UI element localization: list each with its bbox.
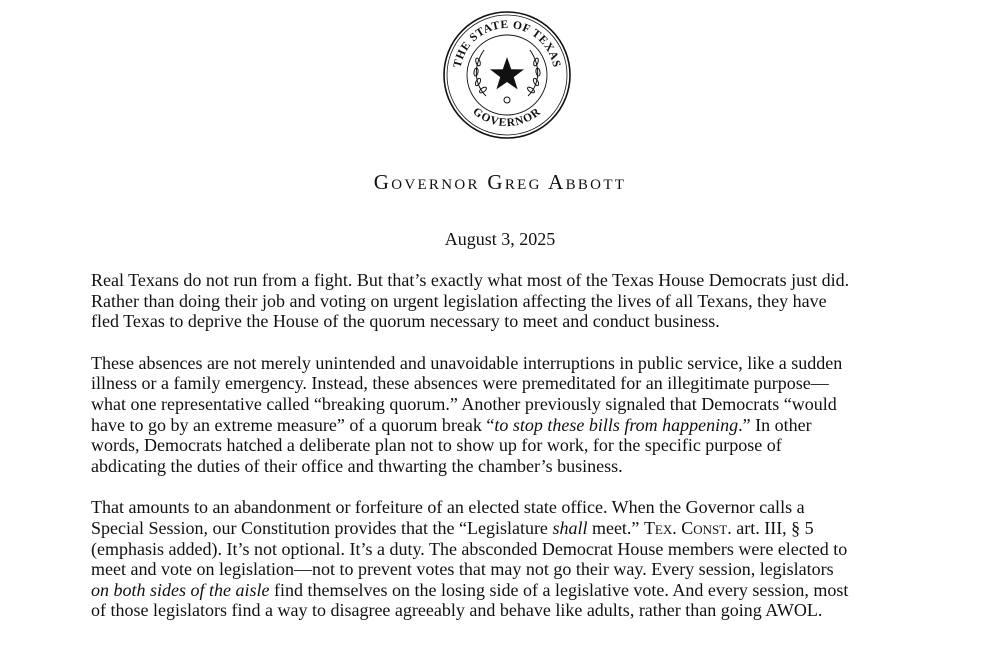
body-line (91, 291, 921, 312)
body-line (91, 415, 921, 436)
seal-ring-text-top: THE STATE OF TEXAS (451, 18, 563, 69)
body-paragraph (91, 353, 921, 477)
body-text-segment: words, Democrats hatched a deliberate plan not to show up for work, for the specific purpose of (91, 435, 782, 456)
body-line (91, 353, 921, 374)
body-line (91, 539, 921, 560)
body-line (91, 373, 921, 394)
emphasis-text: on both sides of the aisle (91, 579, 270, 600)
body-paragraph (91, 497, 921, 621)
body-text-segment: These absences are not merely unintended and unavoidable interruptions in public service, like a sudden (91, 352, 843, 373)
body-line (91, 518, 921, 539)
seal-star-icon (490, 57, 524, 89)
body-text-segment: have to go by an extreme measure” of a quorum break “ (91, 414, 495, 435)
body-text-segment: Rather than doing their job and voting on urgent legislation affecting the lives of all Texans, they have (91, 290, 827, 311)
body-text-segment: Real Texans do not run from a fight. But that’s exactly what most of the Texas House Democrats just did. (91, 270, 850, 290)
body-text-segment: meet and vote on legislation—not to prevent votes that may not go their way. Every session, legislators (91, 559, 834, 580)
letter-body (91, 270, 921, 642)
body-paragraph (91, 270, 921, 332)
body-text-segment: .” In other (738, 414, 812, 435)
citation-text: Tex. Const. (643, 517, 732, 538)
body-line (91, 270, 921, 291)
body-line (91, 456, 921, 477)
letterhead-title: Governor Greg Abbott (373, 170, 627, 194)
body-line (91, 559, 921, 580)
body-text-segment: fled Texas to deprive the House of the quorum necessary to meet and conduct business. (91, 311, 720, 332)
body-text-segment: Special Session, our Constitution provides that the “Legislature (91, 517, 553, 538)
body-line (91, 497, 921, 518)
emphasis-text: to stop these bills from happening (494, 414, 739, 435)
letter-date: August 3, 2025 (444, 229, 556, 249)
body-line (91, 600, 921, 621)
body-text-segment: art. III, § 5 (731, 517, 814, 538)
body-text-segment: of those legislators find a way to disagree agreeably and behave like adults, rather than going AWOL. (91, 600, 823, 621)
body-line (91, 580, 921, 601)
body-text-segment: That amounts to an abandonment or forfeiture of an elected state office. When the Governor calls a (91, 497, 805, 518)
body-text-segment: meet.” (587, 517, 644, 538)
body-text-segment: what one representative called “breaking quorum.” Another previously signaled that Democrats “would (91, 393, 837, 414)
body-text-segment: abdicating the duties of their office and thwarting the chamber’s business. (91, 455, 623, 476)
body-text-segment: find themselves on the losing side of a legislative vote. And every session, most (269, 579, 849, 600)
body-line (91, 435, 921, 456)
body-text-segment: (emphasis added). It’s not optional. It’s a duty. The absconded Democrat House members were elected to (91, 538, 848, 559)
seal-ring-text-bottom: GOVERNOR (470, 105, 544, 130)
emphasis-text: shall (552, 517, 588, 538)
texas-governor-seal (442, 10, 572, 140)
body-line (91, 394, 921, 415)
body-text-segment: illness or a family emergency. Instead, these absences were premeditated for an illegitimate purpose— (91, 373, 829, 394)
body-line (91, 311, 921, 332)
